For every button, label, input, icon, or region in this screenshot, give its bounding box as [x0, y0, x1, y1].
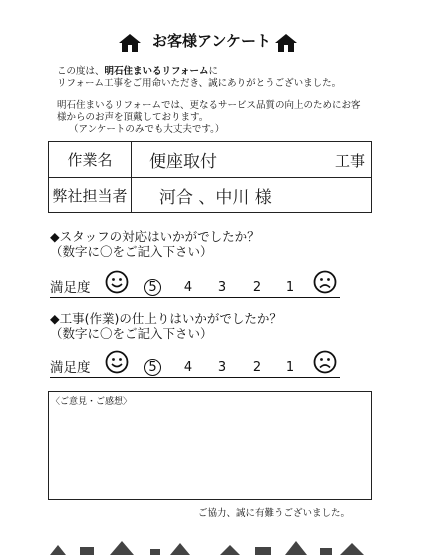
work-row	[49, 142, 371, 177]
q2-score-1[interactable]: 1	[285, 360, 295, 375]
q1-score-1[interactable]: 1	[285, 280, 295, 295]
staff-row	[49, 177, 371, 213]
q1-score-3[interactable]: 3	[217, 280, 227, 295]
para2-line3: （アンケートのみでも大丈夫です。）	[69, 124, 225, 135]
q2-underline	[50, 377, 340, 378]
q2-score-4[interactable]: 4	[183, 360, 193, 375]
q1-instruction: （数字に〇をご記入下さい）	[50, 244, 213, 259]
q1-rating	[50, 264, 340, 298]
survey-title: お客様アンケート	[151, 32, 272, 50]
q2-score-2[interactable]: 2	[252, 360, 262, 375]
q1-score-2[interactable]: 2	[252, 280, 262, 295]
intro-text	[57, 66, 387, 90]
company-name: 明石住まいるリフォーム	[104, 66, 209, 77]
staff-label: 弊社担当者	[49, 178, 132, 213]
comments-box[interactable]	[48, 391, 372, 500]
house-icon	[274, 33, 298, 53]
q2-satisfaction-label: 満足度	[50, 360, 91, 376]
thanks-text: ご協力、誠に有難うございました。	[198, 508, 351, 519]
q2-score-5[interactable]: 5	[144, 359, 161, 376]
intro-pre: この度は、	[57, 66, 105, 77]
q2-score-3[interactable]: 3	[217, 360, 227, 375]
question-1	[50, 229, 260, 259]
para2-line2: 様からのお声を頂戴しております。	[57, 112, 209, 123]
q1-underline	[50, 297, 340, 298]
work-value[interactable]: 便座取付	[149, 152, 217, 172]
intro-paragraph-2	[57, 100, 387, 136]
smiley-icon	[105, 270, 129, 294]
intro-line2: リフォーム工事をご用命いただき、誠にありがとうございました。	[57, 78, 342, 89]
work-suffix: 工事	[334, 152, 365, 170]
frown-icon	[313, 350, 337, 374]
question-2	[50, 311, 282, 341]
para2-line1: 明石住まいるリフォームでは、更なるサービス品質の向上のためにお客	[57, 100, 361, 111]
q1-satisfaction-label: 満足度	[50, 280, 91, 296]
q1-score-4[interactable]: 4	[183, 280, 193, 295]
intro-post: に	[208, 66, 219, 77]
frown-icon	[313, 270, 337, 294]
decorative-house-band	[40, 527, 380, 555]
q2-rating	[50, 344, 340, 378]
q2-instruction: （数字に〇をご記入下さい）	[50, 326, 213, 341]
q1-score-5[interactable]: 5	[144, 279, 161, 296]
q1-text: ◆スタッフの対応はいかがでしたか？	[50, 229, 260, 244]
staff-value[interactable]: 河合 、中川 様	[159, 188, 272, 208]
q2-text: ◆工事(作業)の仕上りはいかがでしたか？	[50, 311, 282, 326]
work-label: 作業名	[49, 142, 132, 177]
comments-label: 〈ご意見・ご感想〉	[51, 397, 133, 407]
smiley-icon	[105, 350, 129, 374]
work-info-table	[48, 141, 372, 213]
